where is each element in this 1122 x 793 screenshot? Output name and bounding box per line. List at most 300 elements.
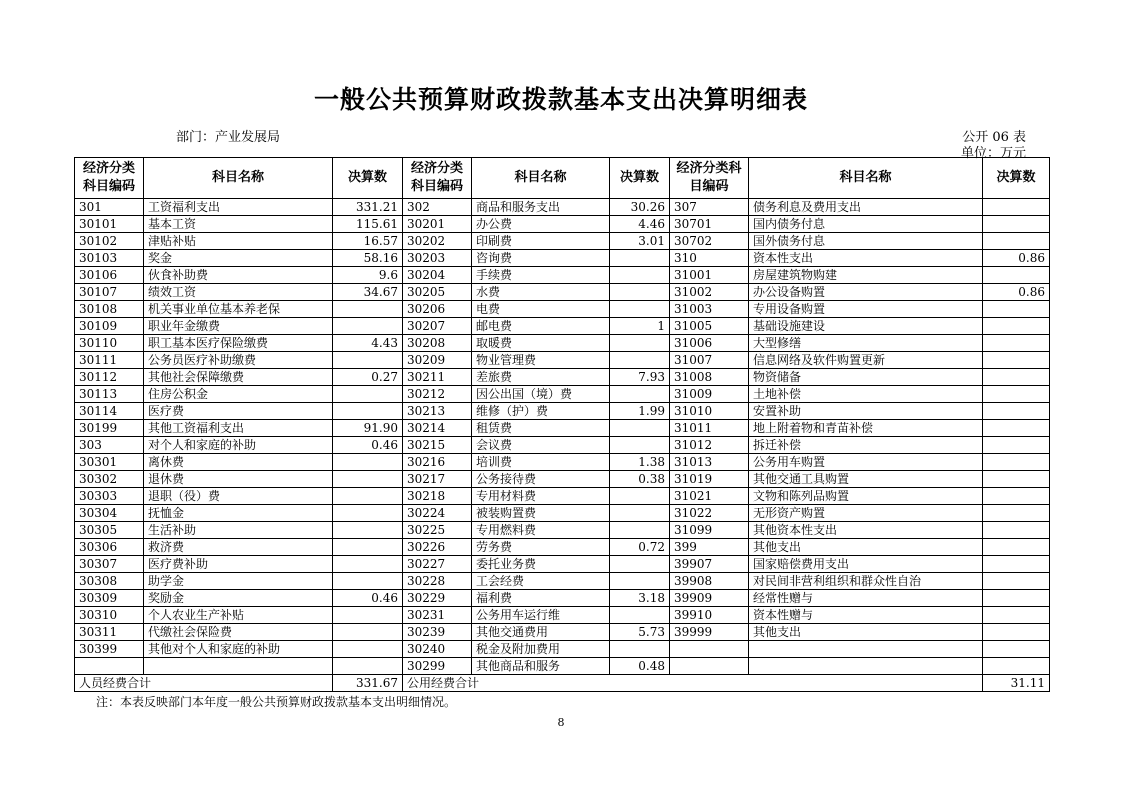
code-cell: 30110 [75, 335, 144, 352]
code-cell: 30311 [75, 624, 144, 641]
amount-cell: 331.21 [333, 199, 403, 216]
code-cell [670, 658, 749, 675]
amount-cell: 0.46 [333, 590, 403, 607]
amount-cell [983, 199, 1050, 216]
table-row [75, 641, 1050, 658]
unit-label: 单位：万元 [960, 146, 1026, 161]
code-cell: 302 [403, 199, 472, 216]
amount-cell [610, 420, 670, 437]
table-row [75, 301, 1050, 318]
amount-cell: 0.38 [610, 471, 670, 488]
name-cell [749, 641, 983, 658]
code-cell: 30208 [403, 335, 472, 352]
name-cell: 公务接待费 [472, 471, 610, 488]
header-code-2: 经济分类科目编码 [403, 158, 472, 199]
amount-cell [983, 369, 1050, 386]
code-cell: 30212 [403, 386, 472, 403]
code-cell: 31013 [670, 454, 749, 471]
name-cell: 工会经费 [472, 573, 610, 590]
name-cell: 退休费 [144, 471, 333, 488]
header-name-1: 科目名称 [144, 158, 333, 199]
amount-cell [610, 352, 670, 369]
amount-cell: 91.90 [333, 420, 403, 437]
name-cell: 津贴补贴 [144, 233, 333, 250]
name-cell: 公务用车运行维 [472, 607, 610, 624]
code-cell: 30701 [670, 216, 749, 233]
code-cell: 31022 [670, 505, 749, 522]
code-cell: 30227 [403, 556, 472, 573]
code-cell: 31003 [670, 301, 749, 318]
name-cell [144, 658, 333, 675]
code-cell: 31001 [670, 267, 749, 284]
code-cell: 301 [75, 199, 144, 216]
code-cell: 39910 [670, 607, 749, 624]
amount-cell: 0.48 [610, 658, 670, 675]
amount-cell [333, 641, 403, 658]
name-cell: 经常性赠与 [749, 590, 983, 607]
table-row [75, 471, 1050, 488]
name-cell: 其他社会保障缴费 [144, 369, 333, 386]
code-cell: 30308 [75, 573, 144, 590]
code-cell: 30306 [75, 539, 144, 556]
amount-cell [983, 522, 1050, 539]
name-cell: 专用材料费 [472, 488, 610, 505]
table-row [75, 403, 1050, 420]
page-number: 8 [557, 716, 565, 729]
name-cell: 职业年金缴费 [144, 318, 333, 335]
amount-cell [983, 607, 1050, 624]
code-cell: 303 [75, 437, 144, 454]
name-cell: 其他工资福利支出 [144, 420, 333, 437]
name-cell: 办公设备购置 [749, 284, 983, 301]
code-cell: 30702 [670, 233, 749, 250]
amount-cell [333, 352, 403, 369]
table-row [75, 199, 1050, 216]
amount-cell [983, 454, 1050, 471]
name-cell: 大型修缮 [749, 335, 983, 352]
code-cell: 39907 [670, 556, 749, 573]
code-cell: 31008 [670, 369, 749, 386]
form-number: 公开 06 表 [962, 130, 1026, 145]
name-cell: 咨询费 [472, 250, 610, 267]
amount-cell: 4.43 [333, 335, 403, 352]
personnel-total-label: 人员经费合计 [75, 675, 333, 692]
personnel-total-value: 331.67 [333, 675, 403, 692]
name-cell: 代缴社会保险费 [144, 624, 333, 641]
code-cell: 39908 [670, 573, 749, 590]
table-row [75, 267, 1050, 284]
code-cell: 30202 [403, 233, 472, 250]
code-cell: 39909 [670, 590, 749, 607]
public-total-label: 公用经费合计 [403, 675, 983, 692]
name-cell: 资本性赠与 [749, 607, 983, 624]
code-cell: 31007 [670, 352, 749, 369]
amount-cell [983, 352, 1050, 369]
name-cell: 助学金 [144, 573, 333, 590]
name-cell: 土地补偿 [749, 386, 983, 403]
amount-cell [983, 335, 1050, 352]
amount-cell [610, 522, 670, 539]
code-cell: 30204 [403, 267, 472, 284]
name-cell: 奖励金 [144, 590, 333, 607]
code-cell: 30310 [75, 607, 144, 624]
name-cell: 个人农业生产补贴 [144, 607, 333, 624]
code-cell: 30106 [75, 267, 144, 284]
amount-cell [333, 488, 403, 505]
amount-cell [333, 607, 403, 624]
header-amount-2: 决算数 [610, 158, 670, 199]
expenditure-table [74, 157, 1050, 692]
name-cell: 其他资本性支出 [749, 522, 983, 539]
amount-cell [333, 573, 403, 590]
table-row [75, 607, 1050, 624]
amount-cell: 58.16 [333, 250, 403, 267]
amount-cell: 3.01 [610, 233, 670, 250]
code-cell: 31011 [670, 420, 749, 437]
amount-cell: 1 [610, 318, 670, 335]
public-total-value: 31.11 [983, 675, 1050, 692]
amount-cell [610, 641, 670, 658]
name-cell: 医疗费 [144, 403, 333, 420]
name-cell: 其他对个人和家庭的补助 [144, 641, 333, 658]
amount-cell [983, 301, 1050, 318]
code-cell: 30107 [75, 284, 144, 301]
code-cell: 30228 [403, 573, 472, 590]
amount-cell [983, 641, 1050, 658]
amount-cell [333, 386, 403, 403]
code-cell: 30215 [403, 437, 472, 454]
amount-cell [333, 539, 403, 556]
amount-cell [983, 573, 1050, 590]
name-cell: 生活补助 [144, 522, 333, 539]
amount-cell [610, 284, 670, 301]
name-cell: 资本性支出 [749, 250, 983, 267]
code-cell: 30101 [75, 216, 144, 233]
name-cell: 医疗费补助 [144, 556, 333, 573]
name-cell: 其他支出 [749, 624, 983, 641]
amount-cell: 4.46 [610, 216, 670, 233]
table-row [75, 658, 1050, 675]
name-cell: 其他支出 [749, 539, 983, 556]
name-cell: 住房公积金 [144, 386, 333, 403]
name-cell: 专用燃料费 [472, 522, 610, 539]
name-cell: 其他交通费用 [472, 624, 610, 641]
code-cell: 31021 [670, 488, 749, 505]
amount-cell [983, 216, 1050, 233]
header-code-3: 经济分类科目编码 [670, 158, 749, 199]
table-row [75, 590, 1050, 607]
amount-cell [610, 250, 670, 267]
name-cell: 地上附着物和青苗补偿 [749, 420, 983, 437]
code-cell: 30199 [75, 420, 144, 437]
name-cell: 会议费 [472, 437, 610, 454]
table-row [75, 216, 1050, 233]
name-cell: 无形资产购置 [749, 505, 983, 522]
name-cell: 国家赔偿费用支出 [749, 556, 983, 573]
table-row [75, 488, 1050, 505]
amount-cell: 0.86 [983, 250, 1050, 267]
amount-cell [333, 454, 403, 471]
amount-cell [333, 624, 403, 641]
name-cell: 公务用车购置 [749, 454, 983, 471]
amount-cell [610, 301, 670, 318]
name-cell: 商品和服务支出 [472, 199, 610, 216]
code-cell: 30114 [75, 403, 144, 420]
code-cell: 30304 [75, 505, 144, 522]
code-cell: 30216 [403, 454, 472, 471]
code-cell: 30302 [75, 471, 144, 488]
code-cell: 30211 [403, 369, 472, 386]
name-cell: 邮电费 [472, 318, 610, 335]
name-cell: 租赁费 [472, 420, 610, 437]
amount-cell: 1.38 [610, 454, 670, 471]
name-cell: 电费 [472, 301, 610, 318]
totals-row [75, 675, 1050, 692]
code-cell: 307 [670, 199, 749, 216]
amount-cell: 3.18 [610, 590, 670, 607]
code-cell: 30239 [403, 624, 472, 641]
name-cell [749, 658, 983, 675]
table-row [75, 420, 1050, 437]
amount-cell [983, 386, 1050, 403]
name-cell: 公务员医疗补助缴费 [144, 352, 333, 369]
code-cell: 30307 [75, 556, 144, 573]
amount-cell: 115.61 [333, 216, 403, 233]
header-amount-1: 决算数 [333, 158, 403, 199]
code-cell: 30301 [75, 454, 144, 471]
code-cell [670, 641, 749, 658]
amount-cell [333, 658, 403, 675]
code-cell: 30214 [403, 420, 472, 437]
amount-cell: 5.73 [610, 624, 670, 641]
amount-cell: 7.93 [610, 369, 670, 386]
amount-cell [333, 505, 403, 522]
code-cell: 30203 [403, 250, 472, 267]
name-cell: 国外债务付息 [749, 233, 983, 250]
name-cell: 基本工资 [144, 216, 333, 233]
amount-cell: 16.57 [333, 233, 403, 250]
amount-cell [983, 624, 1050, 641]
amount-cell [333, 403, 403, 420]
name-cell: 对民间非营利组织和群众性自治 [749, 573, 983, 590]
amount-cell [610, 437, 670, 454]
header-name-2: 科目名称 [472, 158, 610, 199]
name-cell: 国内债务付息 [749, 216, 983, 233]
code-cell: 30309 [75, 590, 144, 607]
table-row [75, 454, 1050, 471]
name-cell: 水费 [472, 284, 610, 301]
code-cell: 31019 [670, 471, 749, 488]
code-cell: 31009 [670, 386, 749, 403]
code-cell: 31005 [670, 318, 749, 335]
name-cell: 培训费 [472, 454, 610, 471]
name-cell: 拆迁补偿 [749, 437, 983, 454]
table-row [75, 624, 1050, 641]
name-cell: 抚恤金 [144, 505, 333, 522]
amount-cell: 0.27 [333, 369, 403, 386]
table-header-row [75, 158, 1050, 199]
code-cell: 30206 [403, 301, 472, 318]
table-row [75, 250, 1050, 267]
code-cell: 30399 [75, 641, 144, 658]
name-cell: 离休费 [144, 454, 333, 471]
amount-cell [610, 505, 670, 522]
code-cell: 30113 [75, 386, 144, 403]
name-cell: 差旅费 [472, 369, 610, 386]
name-cell: 奖金 [144, 250, 333, 267]
amount-cell [610, 607, 670, 624]
name-cell: 手续费 [472, 267, 610, 284]
name-cell: 因公出国（境）费 [472, 386, 610, 403]
name-cell: 维修（护）费 [472, 403, 610, 420]
code-cell: 30299 [403, 658, 472, 675]
amount-cell [983, 556, 1050, 573]
code-cell: 30207 [403, 318, 472, 335]
amount-cell [610, 386, 670, 403]
header-name-3: 科目名称 [749, 158, 983, 199]
amount-cell [333, 556, 403, 573]
table-row [75, 522, 1050, 539]
code-cell: 31010 [670, 403, 749, 420]
name-cell: 物资储备 [749, 369, 983, 386]
code-cell: 30108 [75, 301, 144, 318]
amount-cell [983, 590, 1050, 607]
amount-cell [333, 522, 403, 539]
amount-cell [983, 420, 1050, 437]
table-row [75, 386, 1050, 403]
code-cell: 30305 [75, 522, 144, 539]
amount-cell: 1.99 [610, 403, 670, 420]
name-cell: 印刷费 [472, 233, 610, 250]
amount-cell [983, 471, 1050, 488]
page-title: 一般公共预算财政拨款基本支出决算明细表 [313, 85, 808, 114]
amount-cell [983, 539, 1050, 556]
amount-cell: 9.6 [333, 267, 403, 284]
department-label: 部门：产业发展局 [176, 130, 281, 145]
amount-cell: 34.67 [333, 284, 403, 301]
amount-cell [983, 267, 1050, 284]
name-cell: 房屋建筑物购建 [749, 267, 983, 284]
table-row [75, 556, 1050, 573]
table-row [75, 539, 1050, 556]
code-cell: 31012 [670, 437, 749, 454]
table-row [75, 437, 1050, 454]
name-cell: 办公费 [472, 216, 610, 233]
code-cell: 30201 [403, 216, 472, 233]
amount-cell [610, 267, 670, 284]
table-row [75, 505, 1050, 522]
table-row [75, 573, 1050, 590]
code-cell: 31002 [670, 284, 749, 301]
amount-cell [983, 233, 1050, 250]
name-cell: 工资福利支出 [144, 199, 333, 216]
code-cell: 399 [670, 539, 749, 556]
table-row [75, 284, 1050, 301]
amount-cell [983, 505, 1050, 522]
amount-cell: 0.72 [610, 539, 670, 556]
amount-cell [333, 471, 403, 488]
code-cell: 30226 [403, 539, 472, 556]
code-cell: 30229 [403, 590, 472, 607]
amount-cell [983, 403, 1050, 420]
footnote: 注：本表反映部门本年度一般公共预算财政拨款基本支出明细情况。 [96, 695, 457, 709]
name-cell: 其他商品和服务 [472, 658, 610, 675]
code-cell: 31099 [670, 522, 749, 539]
name-cell: 税金及附加费用 [472, 641, 610, 658]
name-cell: 职工基本医疗保险缴费 [144, 335, 333, 352]
amount-cell [610, 335, 670, 352]
name-cell: 劳务费 [472, 539, 610, 556]
code-cell: 30224 [403, 505, 472, 522]
code-cell: 30102 [75, 233, 144, 250]
name-cell: 文物和陈列品购置 [749, 488, 983, 505]
code-cell: 30213 [403, 403, 472, 420]
code-cell: 310 [670, 250, 749, 267]
code-cell: 30225 [403, 522, 472, 539]
name-cell: 债务利息及费用支出 [749, 199, 983, 216]
name-cell: 绩效工资 [144, 284, 333, 301]
name-cell: 被装购置费 [472, 505, 610, 522]
table-row [75, 318, 1050, 335]
code-cell: 30217 [403, 471, 472, 488]
amount-cell: 0.46 [333, 437, 403, 454]
amount-cell: 0.86 [983, 284, 1050, 301]
code-cell: 30303 [75, 488, 144, 505]
name-cell: 救济费 [144, 539, 333, 556]
code-cell: 30109 [75, 318, 144, 335]
name-cell: 取暖费 [472, 335, 610, 352]
amount-cell: 30.26 [610, 199, 670, 216]
code-cell: 31006 [670, 335, 749, 352]
name-cell: 其他交通工具购置 [749, 471, 983, 488]
header-code-1: 经济分类科目编码 [75, 158, 144, 199]
amount-cell [983, 658, 1050, 675]
name-cell: 伙食补助费 [144, 267, 333, 284]
name-cell: 对个人和家庭的补助 [144, 437, 333, 454]
code-cell: 30205 [403, 284, 472, 301]
name-cell: 委托业务费 [472, 556, 610, 573]
amount-cell [610, 573, 670, 590]
code-cell [75, 658, 144, 675]
name-cell: 专用设备购置 [749, 301, 983, 318]
name-cell: 安置补助 [749, 403, 983, 420]
amount-cell [333, 318, 403, 335]
name-cell: 信息网络及软件购置更新 [749, 352, 983, 369]
amount-cell [983, 318, 1050, 335]
code-cell: 30111 [75, 352, 144, 369]
code-cell: 30231 [403, 607, 472, 624]
name-cell: 机关事业单位基本养老保 [144, 301, 333, 318]
amount-cell [983, 488, 1050, 505]
amount-cell [333, 301, 403, 318]
name-cell: 退职（役）费 [144, 488, 333, 505]
code-cell: 30218 [403, 488, 472, 505]
code-cell: 30103 [75, 250, 144, 267]
amount-cell [610, 556, 670, 573]
header-amount-3: 决算数 [983, 158, 1050, 199]
table-row [75, 369, 1050, 386]
table-row [75, 335, 1050, 352]
code-cell: 30209 [403, 352, 472, 369]
name-cell: 物业管理费 [472, 352, 610, 369]
name-cell: 基础设施建设 [749, 318, 983, 335]
code-cell: 30112 [75, 369, 144, 386]
name-cell: 福利费 [472, 590, 610, 607]
table-row [75, 233, 1050, 250]
amount-cell [983, 437, 1050, 454]
code-cell: 39999 [670, 624, 749, 641]
amount-cell [610, 488, 670, 505]
